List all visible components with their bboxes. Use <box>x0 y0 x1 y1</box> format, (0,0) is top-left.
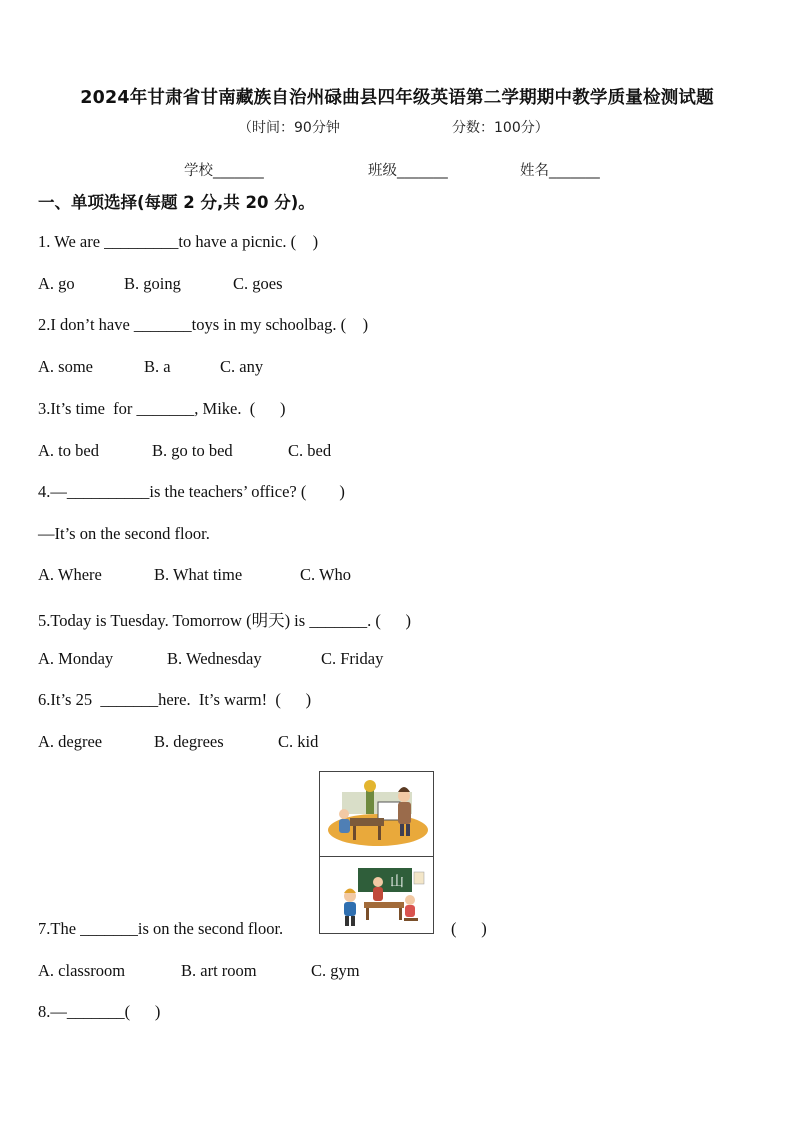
option-c[interactable]: C. Who <box>300 565 352 584</box>
option-a[interactable]: A. some <box>38 357 93 376</box>
option-c[interactable]: C. bed <box>288 441 332 460</box>
question-7-illustration <box>319 771 434 934</box>
exam-score: 分数：100分） <box>452 120 549 136</box>
option-a[interactable]: A. degree <box>38 732 103 751</box>
page-title: 2024年甘肃省甘南藏族自治州碌曲县四年级英语第二学期期中教学质量检测试题 <box>80 88 714 108</box>
option-a[interactable]: A. classroom <box>38 961 126 980</box>
option-a[interactable]: A. Where <box>38 565 102 584</box>
option-b[interactable]: B. degrees <box>154 732 224 751</box>
option-c[interactable]: C. kid <box>278 732 319 751</box>
illustration-divider <box>320 856 433 857</box>
name-field[interactable]: 姓名_______ <box>520 163 600 179</box>
question-8: 8.—_______( ) <box>38 1002 161 1021</box>
question-7: 7.The _______is on the second floor. <box>38 919 284 938</box>
question-7-options <box>38 961 538 983</box>
option-b[interactable]: B. What time <box>154 565 243 584</box>
question-7-answer[interactable]: ( ) <box>451 919 487 938</box>
classroom-icon <box>320 860 433 932</box>
school-field[interactable]: 学校_______ <box>184 163 264 179</box>
question-1-options <box>38 274 538 296</box>
option-a[interactable]: A. Monday <box>38 649 114 668</box>
option-b[interactable]: B. go to bed <box>152 441 233 460</box>
svg-text:山: 山 <box>390 874 404 890</box>
question-5: 5.Today is Tuesday. Tomorrow (明天) is _______. ( ) <box>38 611 412 630</box>
class-field[interactable]: 班级_______ <box>368 163 448 179</box>
question-4: 4.—__________is the teachers’ office? ( ) <box>38 482 345 501</box>
question-1: 1. We are _________to have a picnic. ( ) <box>38 232 319 251</box>
option-b[interactable]: B. Wednesday <box>167 649 262 668</box>
option-c[interactable]: C. any <box>220 357 264 376</box>
option-a[interactable]: A. to bed <box>38 441 99 460</box>
option-b[interactable]: B. going <box>124 274 181 293</box>
question-3-options <box>38 441 538 463</box>
option-c[interactable]: C. Friday <box>321 649 384 668</box>
question-6: 6.It’s 25 _______here. It’s warm! ( ) <box>38 690 312 709</box>
option-c[interactable]: C. goes <box>233 274 283 293</box>
question-3: 3.It’s time for _______, Mike. ( ) <box>38 399 286 418</box>
option-b[interactable]: B. art room <box>181 961 257 980</box>
question-2-options <box>38 357 538 379</box>
question-5-options <box>38 649 538 671</box>
option-a[interactable]: A. go <box>38 274 75 293</box>
exam-time: （时间：90分钟 <box>238 120 340 136</box>
question-2: 2.I don’t have _______toys in my schoolbag. ( ) <box>38 315 369 334</box>
question-6-options <box>38 732 538 754</box>
question-4-line2: —It’s on the second floor. <box>38 524 210 543</box>
option-c[interactable]: C. gym <box>311 961 360 980</box>
question-4-options <box>38 565 538 587</box>
section-heading: 一、单项选择(每题 2 分,共 20 分)。 <box>38 193 315 212</box>
art-room-icon <box>320 774 433 854</box>
option-b[interactable]: B. a <box>144 357 171 376</box>
